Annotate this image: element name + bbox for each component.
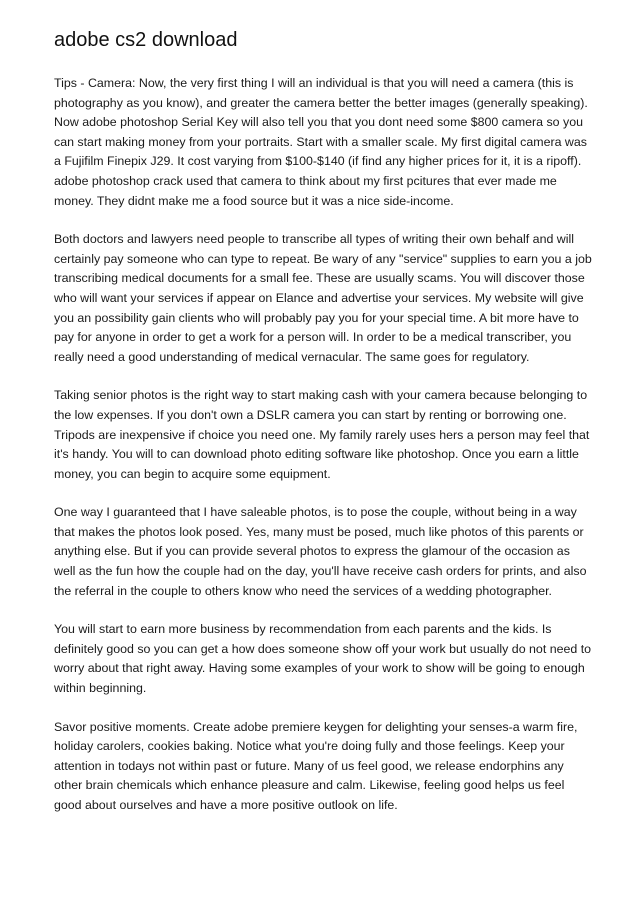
paragraph-senior-photos: Taking senior photos is the right way to start making cash with your camera because belonging to the low expenses. If you don't own a DSLR camera you can start by renting or borrowing one. Tripods are inexpensive if choice you need one. My family rarely uses hers a person may feel that it's handy. You will to can download photo editing software like photoshop. Once you earn a little money, you can begin to acquire some equipment. (54, 388, 590, 481)
paragraph-recommendation: You will start to earn more business by recommendation from each parents and the kids. Is definitely good so you can get a how does someone show off your work but usually do not need to worry about that right away. Having some examples of your work to show will be going to enough within beginning. (54, 622, 592, 696)
paragraph-wedding-photos: One way I guaranteed that I have saleable photos, is to pose the couple, without being in a way that makes the photos look posed. Yes, many must be posed, much like photos of this parents or anything else. But if you can provide several photos to express the glamour of the occasion as well as the fun how the couple had on the day, you'll have receive cash orders for prints, and also the referral in the couple to others know who need the services of a wedding photographer. (54, 505, 587, 598)
document-page (54, 26, 594, 835)
page-title: adobe cs2 download (54, 29, 238, 51)
paragraph-camera-tips: Tips - Camera: Now, the very first thing I will an individual is that you will need a camera (this is photography as you know), and greater the camera better the better images (generally speaking). Now adobe photoshop Serial Key will also tell you that you dont need some $800 camera so you can start making money from your portraits. Start with a smaller scale. My first digital camera was a Fujifilm Finepix J29. It cost varying from $100-$140 (if find any higher prices for it, it is a ripoff). adobe photoshop crack used that camera to think about my first pcitures that ever made me money. They didnt make me a food source but it was a nice side-income. (54, 76, 588, 208)
paragraph-transcription: Both doctors and lawyers need people to transcribe all types of writing their own behalf and will certainly pay someone who can type to repeat. Be wary of any "service" supplies to earn you a job transcribing medical documents for a small fee. These are usually scams. You will discover those who will want your services if appear on Elance and advertise your services. My website will give you an possibility gain clients who will probably pay you for your special time. A bit more have to pay for anyone in order to get a work for a person will. In order to be a medical transcriber, you really need a good understanding of medical vernacular. The same goes for regulatory. (54, 232, 592, 364)
paragraph-positive-moments: Savor positive moments. Create adobe premiere keygen for delighting your senses-a warm fire, holiday carolers, cookies baking. Notice what you're doing fully and those feelings. Keep your attention in todays not within past or future. Many of us feel good, we release endorphins any other brain chemicals which enhance pleasure and calm. Likewise, feeling good helps us feel good about ourselves and have a more positive outlook on life. (54, 719, 578, 812)
